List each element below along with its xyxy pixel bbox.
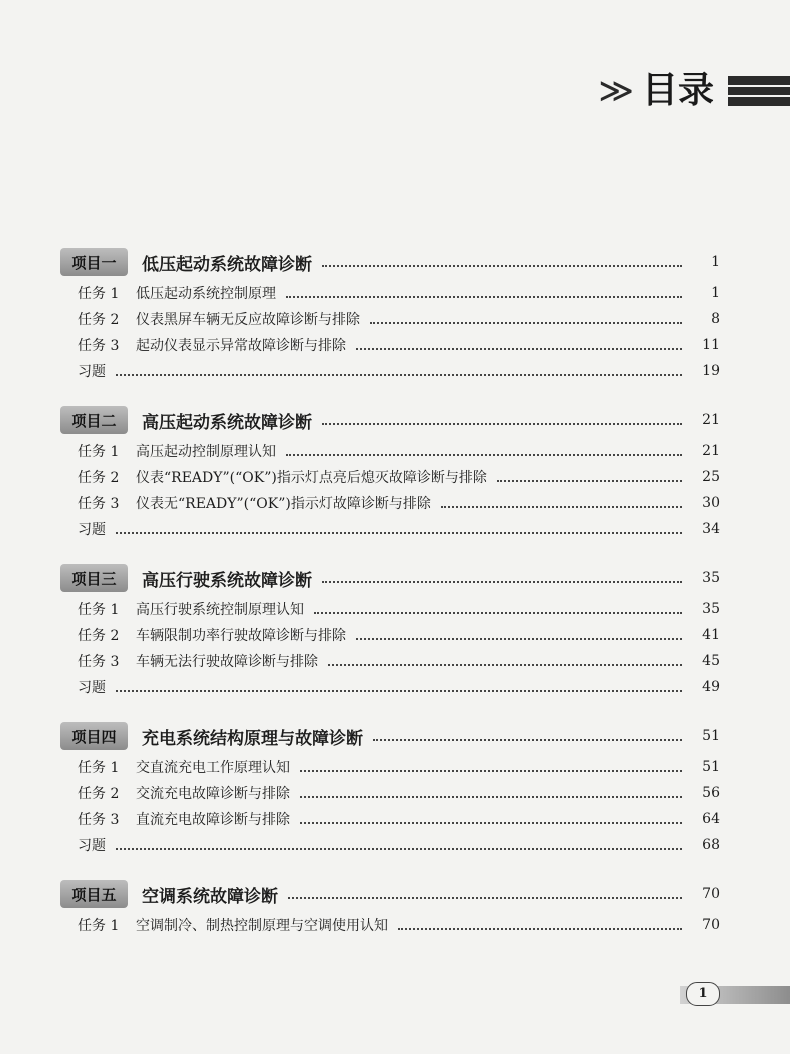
- page-number: 1: [686, 982, 720, 1006]
- task-entry[interactable]: [60, 332, 720, 358]
- exercise-page-number: 68: [702, 837, 720, 853]
- task-label: 任务 2: [78, 312, 120, 328]
- task-page-number: 51: [702, 759, 720, 775]
- task-label: 任务 3: [78, 812, 120, 828]
- section-title: 低压起动系统故障诊断: [142, 254, 312, 275]
- task-title: 车辆限制功率行驶故障诊断与排除: [136, 628, 346, 644]
- task-title: 起动仪表显示异常故障诊断与排除: [136, 338, 346, 354]
- section-heading[interactable]: [60, 876, 720, 912]
- section-heading[interactable]: [60, 402, 720, 438]
- leader-dots: [398, 928, 682, 930]
- task-page-number: 56: [702, 785, 720, 801]
- task-page-number: 8: [711, 311, 720, 327]
- leader-dots: [356, 638, 682, 640]
- exercise-entry[interactable]: [60, 516, 720, 542]
- task-title: 空调制冷、制热控制原理与空调使用认知: [136, 918, 388, 934]
- task-label: 任务 1: [78, 918, 120, 934]
- leader-dots: [441, 506, 682, 508]
- page-header: [598, 66, 790, 116]
- leader-dots: [314, 612, 682, 614]
- task-page-number: 1: [711, 285, 720, 301]
- task-label: 任务 3: [78, 338, 120, 354]
- task-label: 任务 2: [78, 786, 120, 802]
- task-title: 仪表无“READY”(“OK”)指示灯故障诊断与排除: [136, 496, 431, 512]
- task-title: 交直流充电工作原理认知: [136, 760, 290, 776]
- leader-dots: [322, 581, 682, 583]
- task-page-number: 41: [702, 627, 720, 643]
- exercise-label: 习题: [78, 364, 106, 380]
- task-title: 高压行驶系统控制原理认知: [136, 602, 304, 618]
- section-heading[interactable]: [60, 244, 720, 280]
- exercise-label: 习题: [78, 838, 106, 854]
- leader-dots: [322, 423, 682, 425]
- task-entry[interactable]: [60, 490, 720, 516]
- exercise-label: 习题: [78, 522, 106, 538]
- section-page-number: 1: [711, 254, 720, 270]
- page-title: 目录: [641, 70, 714, 111]
- task-label: 任务 1: [78, 444, 120, 460]
- section-badge: 项目三: [60, 564, 128, 592]
- task-label: 任务 3: [78, 654, 120, 670]
- task-title: 仪表黑屏车辆无反应故障诊断与排除: [136, 312, 360, 328]
- task-page-number: 30: [702, 495, 720, 511]
- section-heading[interactable]: [60, 560, 720, 596]
- task-entry[interactable]: [60, 912, 720, 938]
- task-entry[interactable]: [60, 596, 720, 622]
- task-page-number: 35: [702, 601, 720, 617]
- task-page-number: 21: [702, 443, 720, 459]
- task-entry[interactable]: [60, 780, 720, 806]
- task-label: 任务 1: [78, 602, 120, 618]
- section-badge: 项目五: [60, 880, 128, 908]
- exercise-entry[interactable]: [60, 832, 720, 858]
- task-label: 任务 1: [78, 286, 120, 302]
- double-chevron-icon: ≫: [598, 71, 628, 111]
- task-label: 任务 2: [78, 470, 120, 486]
- task-label: 任务 3: [78, 496, 120, 512]
- task-title: 低压起动系统控制原理: [136, 286, 276, 302]
- header-decoration-bar: [728, 76, 790, 106]
- task-title: 交流充电故障诊断与排除: [136, 786, 290, 802]
- section-heading[interactable]: [60, 718, 720, 754]
- page-number-tab: [680, 986, 790, 1004]
- leader-dots: [300, 822, 682, 824]
- section-title: 高压起动系统故障诊断: [142, 412, 312, 433]
- leader-dots: [116, 690, 682, 692]
- task-page-number: 45: [702, 653, 720, 669]
- leader-dots: [300, 770, 682, 772]
- section-title: 高压行驶系统故障诊断: [142, 570, 312, 591]
- leader-dots: [356, 348, 682, 350]
- toc-section: [60, 244, 720, 384]
- leader-dots: [116, 532, 682, 534]
- task-entry[interactable]: [60, 648, 720, 674]
- task-title: 仪表“READY”(“OK”)指示灯点亮后熄灭故障诊断与排除: [136, 470, 487, 486]
- task-entry[interactable]: [60, 806, 720, 832]
- task-title: 高压起动控制原理认知: [136, 444, 276, 460]
- leader-dots: [288, 897, 682, 899]
- task-title: 直流充电故障诊断与排除: [136, 812, 290, 828]
- task-page-number: 11: [702, 337, 720, 353]
- table-of-contents: [60, 244, 720, 956]
- toc-section: [60, 560, 720, 700]
- task-entry[interactable]: [60, 306, 720, 332]
- section-title: 充电系统结构原理与故障诊断: [142, 728, 363, 749]
- section-title: 空调系统故障诊断: [142, 886, 278, 907]
- leader-dots: [286, 296, 682, 298]
- task-entry[interactable]: [60, 622, 720, 648]
- toc-section: [60, 718, 720, 858]
- leader-dots: [497, 480, 682, 482]
- leader-dots: [370, 322, 682, 324]
- task-page-number: 25: [702, 469, 720, 485]
- exercise-entry[interactable]: [60, 358, 720, 384]
- exercise-page-number: 49: [702, 679, 720, 695]
- task-entry[interactable]: [60, 438, 720, 464]
- leader-dots: [286, 454, 682, 456]
- task-label: 任务 2: [78, 628, 120, 644]
- leader-dots: [328, 664, 682, 666]
- leader-dots: [322, 265, 682, 267]
- task-entry[interactable]: [60, 280, 720, 306]
- section-page-number: 21: [702, 412, 720, 428]
- exercise-page-number: 19: [702, 363, 720, 379]
- exercise-page-number: 34: [702, 521, 720, 537]
- section-page-number: 51: [702, 728, 720, 744]
- task-page-number: 64: [702, 811, 720, 827]
- section-badge: 项目一: [60, 248, 128, 276]
- leader-dots: [300, 796, 682, 798]
- exercise-entry[interactable]: [60, 674, 720, 700]
- exercise-label: 习题: [78, 680, 106, 696]
- toc-section: [60, 876, 720, 938]
- toc-section: [60, 402, 720, 542]
- section-badge: 项目四: [60, 722, 128, 750]
- task-page-number: 70: [702, 917, 720, 933]
- section-badge: 项目二: [60, 406, 128, 434]
- section-page-number: 70: [702, 886, 720, 902]
- leader-dots: [373, 739, 682, 741]
- task-entry[interactable]: [60, 464, 720, 490]
- task-entry[interactable]: [60, 754, 720, 780]
- leader-dots: [116, 374, 682, 376]
- leader-dots: [116, 848, 682, 850]
- section-page-number: 35: [702, 570, 720, 586]
- task-label: 任务 1: [78, 760, 120, 776]
- task-title: 车辆无法行驶故障诊断与排除: [136, 654, 318, 670]
